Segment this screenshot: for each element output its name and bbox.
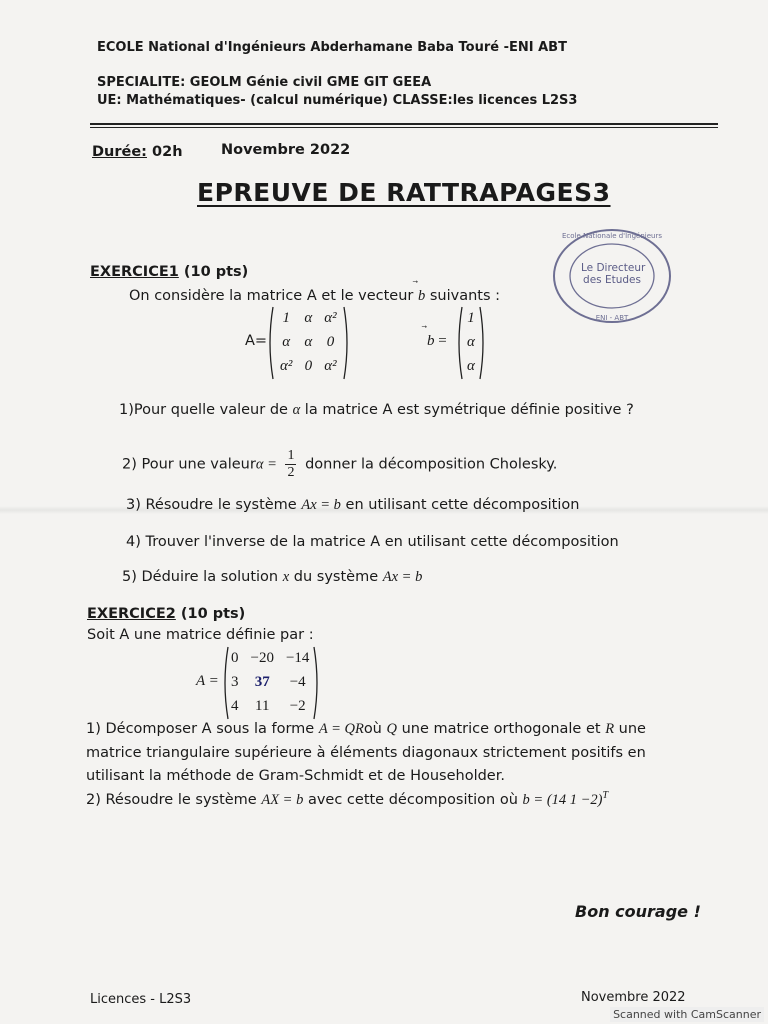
vector-b-equals: = [438, 333, 447, 349]
ex2-q2-transpose: T [602, 790, 609, 801]
matrix-a [266, 306, 351, 378]
q2-text-b: donner la décomposition Cholesky. [305, 456, 558, 473]
vector-b-name: b [427, 333, 435, 349]
q5-equation: Ax = b [382, 569, 423, 585]
q5-x: x [282, 569, 290, 585]
q2-fraction [285, 448, 296, 481]
svg-text:ENI - ABT: ENI - ABT [595, 314, 629, 322]
vector-cell: α [467, 333, 475, 350]
q2-alpha: α = [255, 456, 277, 473]
right-paren-icon [313, 646, 321, 720]
closing-message: Bon courage ! [575, 902, 701, 921]
ex2-q1-text-b: où [363, 721, 382, 737]
matrix-a2-label: A = [196, 673, 219, 689]
ex2-question-1-line1 [86, 721, 646, 738]
vector-b [455, 306, 487, 378]
q2-fraction-denominator: 2 [287, 465, 295, 480]
matrix-a2 [221, 646, 321, 718]
matrix-cell: 4 [231, 697, 239, 714]
exercise1-intro-end: suivants : [429, 288, 501, 304]
ex1-question-1 [119, 402, 634, 419]
ex2-q1-equation: A = QR [318, 721, 364, 737]
header-rule-top [90, 123, 718, 125]
left-paren-icon [266, 306, 274, 380]
matrix-cell: 3 [231, 673, 239, 690]
matrix-cell: −4 [289, 673, 306, 690]
q1-alpha: α [292, 402, 301, 418]
matrix-cell: 1 [282, 309, 290, 326]
svg-text:Ecole Nationale d'Ingénieurs: Ecole Nationale d'Ingénieurs [562, 232, 662, 240]
duration-label: Durée: [92, 144, 147, 160]
footer-date: Novembre 2022 [581, 990, 686, 1005]
vector-cell: α [467, 357, 475, 374]
matrix-cell: −2 [289, 697, 306, 714]
ex1-question-3 [126, 497, 579, 514]
school-name: ECOLE National d'Ingénieurs Abderhamane Baba Touré -ENI ABT [97, 40, 567, 55]
matrix-cell: α² [280, 357, 293, 374]
exercise2-heading [87, 606, 245, 622]
speciality: SPECIALITE: GEOLM Génie civil GME GIT GEEA [97, 75, 432, 90]
ex2-q2-vector: b = (14 1 −2) [522, 791, 603, 808]
vector-b-symbol [418, 288, 425, 304]
q1-text-b: la matrice A est symétrique définie positive ? [304, 402, 634, 418]
ex1-question-4: 4) Trouver l'inverse de la matrice A en utilisant cette décomposition [126, 534, 619, 550]
matrix-cell: α² [324, 357, 337, 374]
official-stamp [551, 226, 673, 326]
ex2-q1-text-d: une [618, 721, 646, 737]
left-paren-icon [221, 646, 229, 720]
matrix-cell: 37 [254, 673, 270, 690]
exercise1-title: EXERCICE1 [90, 264, 179, 280]
ex2-q2-text-b: avec cette décomposition où [307, 791, 518, 808]
exercise2-intro: Soit A une matrice définie par : [87, 627, 314, 643]
stamp-line-2: des Etudes [583, 274, 641, 286]
exam-date: Novembre 2022 [221, 142, 351, 158]
ex2-question-1-line2: matrice triangulaire supérieure à éléments diagonaux strictement positifs en [86, 745, 646, 761]
ex2-question-2 [86, 790, 608, 809]
q5-text-b: du système [293, 569, 379, 585]
page-title: EPREUVE DE RATTRAPAGES3 [197, 178, 611, 207]
exercise1-intro-text: On considère la matrice A et le vecteur [129, 288, 414, 304]
matrix-cell: 0 [231, 649, 239, 666]
matrix-cell: 0 [304, 357, 313, 374]
ex2-q1-q: Q [386, 721, 397, 737]
header-rule-bottom [90, 127, 718, 128]
ex2-q1-text-c: une matrice orthogonale et [401, 721, 601, 737]
matrix-cell: −14 [285, 649, 310, 666]
q1-text-a: 1)Pour quelle valeur de [119, 402, 288, 418]
exercise2-title: EXERCICE2 [87, 606, 176, 622]
matrix-a-label: A= [245, 333, 268, 349]
matrix-cell: −20 [250, 649, 274, 666]
matrix-cell: α² [324, 309, 337, 326]
ex1-question-5 [122, 569, 422, 586]
footer-class: Licences - L2S3 [90, 992, 192, 1007]
matrix-cell: 11 [255, 697, 270, 714]
q5-text-a: 5) Déduire la solution [122, 569, 279, 585]
ex1-question-2 [122, 448, 557, 481]
left-paren-icon [455, 306, 463, 380]
stamp-line-1: Le Directeur [581, 262, 646, 274]
scanner-watermark: Scanned with CamScanner [610, 1007, 764, 1022]
right-paren-icon [479, 306, 487, 380]
q3-equation: Ax = b [301, 497, 341, 513]
right-paren-icon [343, 306, 351, 380]
duration [92, 144, 183, 160]
exercise1-points: (10 pts) [178, 264, 249, 280]
exercise1-heading [90, 264, 248, 280]
matrix-cell: α [304, 309, 313, 326]
matrix-cell: 0 [326, 333, 335, 350]
vector-b-letter: b [417, 288, 426, 304]
ex2-q2-text-a: 2) Résoudre le système [86, 791, 257, 808]
exercise1-intro [129, 288, 500, 305]
course-unit: UE: Mathématiques- (calcul numérique) CLASSE:les licences L2S3 [97, 93, 578, 108]
q3-text-b: en utilisant cette décomposition [345, 497, 580, 513]
matrix-cell: α [304, 333, 313, 350]
ex2-q1-text-a: 1) Décomposer A sous la forme [86, 721, 315, 737]
ex2-q1-r: R [605, 721, 615, 737]
ex2-question-1-line3: utilisant la méthode de Gram-Schmidt et de Householder. [86, 768, 505, 784]
exercise2-points: (10 pts) [175, 606, 246, 622]
matrix-cell: α [282, 333, 291, 350]
ex2-q2-equation: AX = b [261, 791, 304, 808]
stamp-text [581, 262, 646, 286]
q2-text-a: 2) Pour une valeur [122, 456, 256, 473]
vector-b-label [427, 333, 447, 350]
duration-value: 02h [152, 144, 183, 160]
q3-text-a: 3) Résoudre le système [126, 497, 297, 513]
vector-cell: 1 [467, 309, 475, 326]
q2-fraction-numerator: 1 [287, 448, 295, 463]
